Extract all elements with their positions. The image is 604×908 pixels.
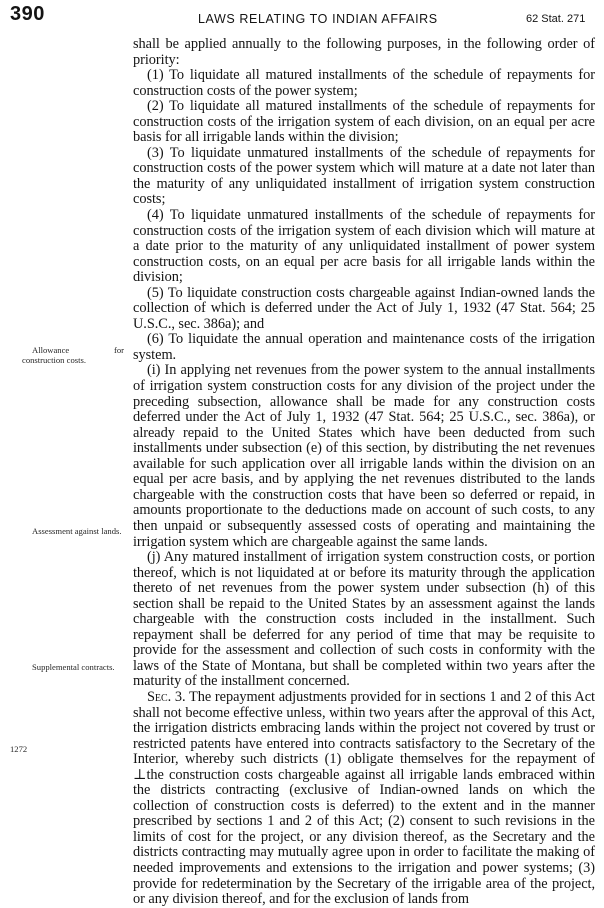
section-3 — [133, 690, 595, 908]
margin-note-supplemental: Supplemental contracts. — [32, 662, 115, 672]
margin-note-stat-ref: 1272 — [10, 744, 28, 754]
section-3-text-part-a: The repayment adjustments provided for in sections 1 and 2 of this Act shall not become effective unless, within two years after the approval of this Act, the irrigation districts embracing lands within the project not covered by trust or restricted patents have entered into contracts satisfactory to the Secretary of the Interior, whereby such districts (1) obligate themselves for the repayment of — [133, 688, 595, 768]
intro-paragraph: shall be applied annually to the following purposes, in the following order of priority: — [133, 36, 595, 68]
priority-item-6: (6) To liquidate the annual operation and maintenance costs of the irrigation system. — [133, 331, 595, 363]
page-header — [0, 0, 604, 30]
subsection-i: (i) In applying net revenues from the power system to the annual installments of irrigation system construction costs for any division of the project under the preceding subsection, allowance shall be made for any construction costs deferred under the Act of July 1, 1932 (47 Stat. 564; 25 U.S.C., sec. 386a), or already repaid to the United States which have been deducted from such installments under subsection (e) of this section, by distributing the net revenues available for such application over all irrigable lands within the division on an equal per acre basis, and by applying the net revenues distributed to the lands chargeable with the construction costs that have been so deferred or repaid, in amounts proportionate to the deductions made on account of such costs, to any then unpaid or subsequently assessed costs of operating and maintaining the irrigation system which are chargeable against the same lands. — [133, 362, 595, 550]
priority-item-2: (2) To liquidate all matured installments of the schedule of repayments for construction costs of the irrigation system of each division, on an equal per acre basis for all irrigable lands within the division; — [133, 98, 595, 146]
running-head: LAWS RELATING TO INDIAN AFFAIRS — [198, 12, 438, 26]
body-text — [133, 37, 595, 908]
section-3-text-part-b: the construction costs chargeable against all irrigable lands embraced within the districts contracting (exclusive of Indian-owned lands on which the collection of construction costs is deferred) to the extent and in the manner prescribed by sections 1 and 2 of this Act; (2) consent to such revisions in the limits of cost for the project, or any division thereof, as the Secretary and the districts contracting may mutually agree upon in order to facilitate the making of needed improvements and extensions to the irrigation and power systems; (3) provide for redetermination by the Secretary of the irrigable area of the project, or any division thereof, and for the exclusion of lands from — [133, 766, 595, 908]
margin-note-assessment: Assessment against lands. — [32, 526, 122, 536]
priority-item-1: (1) To liquidate all matured installments of the schedule of repayments for construction costs of the power system; — [133, 67, 595, 99]
priority-item-4: (4) To liquidate unmatured installments of the schedule of repayments for construction costs of the irrigation system of each division which will mature at a date prior to the maturity of any unliquidated installment of power system construction costs, on an equal per acre basis for all irrigable lands within the division; — [133, 207, 595, 286]
priority-item-3: (3) To liquidate unmatured installments of the schedule of repayments for construction costs of the power system which will mature at a date not later than the maturity of any unliquidated installment of irrigation system construction costs; — [133, 144, 595, 208]
subsection-j: (j) Any matured installment of irrigation system construction costs, or portion thereof, which is not liquidated at or before its maturity through the application thereto of net revenues from the power system under subsection (h) of this section shall be repaid to the United States by an assessment against the lands chargeable with the construction costs included in the installment. Such repayment shall be deferred for any period of time that may be requisite to provide for the assessment and collection of such costs in conformity with the laws of the State of Montana, but shall be completed within two years after the maturity of the installment concerned. — [133, 549, 595, 690]
page-number: 390 — [10, 3, 45, 25]
margin-note-allowance: Allowance for construction costs. — [22, 345, 124, 365]
priority-item-5: (5) To liquidate construction costs chargeable against Indian-owned lands the collection of which is deferred under the Act of July 1, 1932 (47 Stat. 564; 25 U.S.C., sec. 386a); and — [133, 284, 595, 332]
section-3-label: Sec. 3. — [147, 688, 186, 705]
statute-page-mark: ⊥ — [133, 766, 147, 783]
statute-citation: 62 Stat. 271 — [526, 13, 586, 25]
